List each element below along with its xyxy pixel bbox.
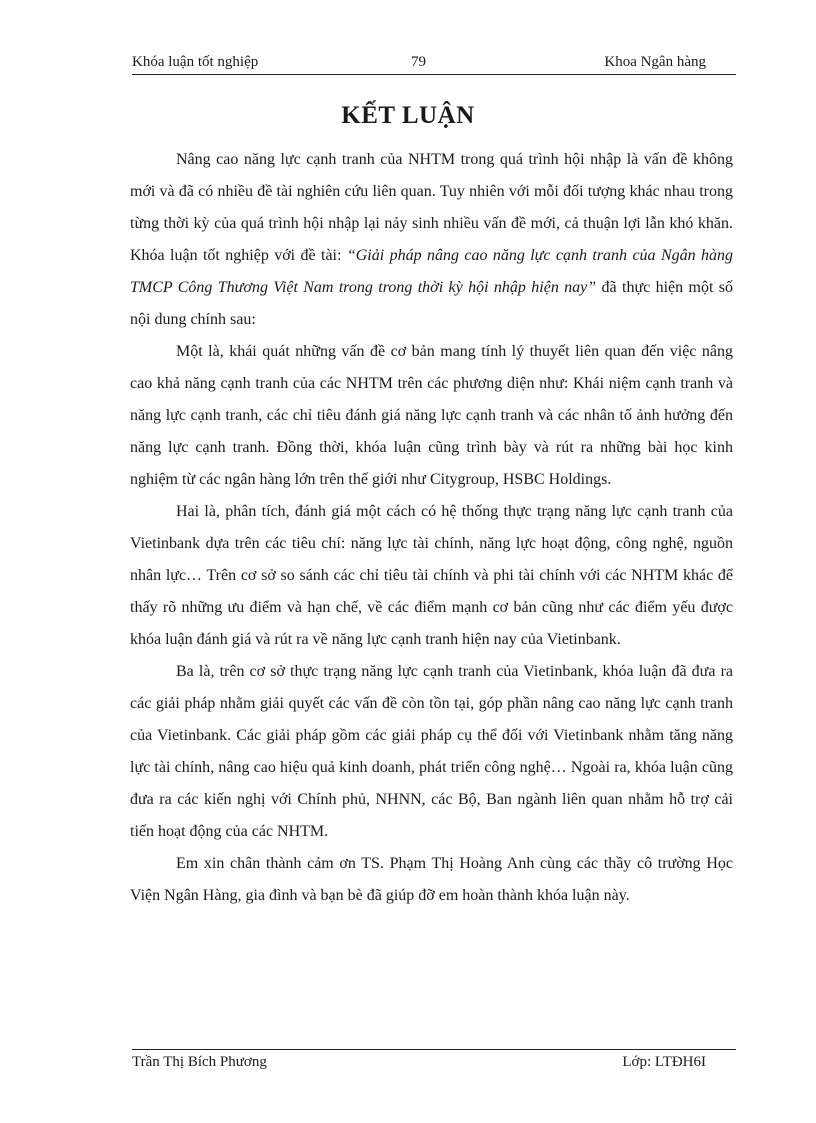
header-thesis-label: Khóa luận tốt nghiệp — [132, 54, 259, 70]
paragraph-intro — [130, 144, 733, 336]
paragraph-second-point: Hai là, phân tích, đánh giá một cách có hệ thống thực trạng năng lực cạnh tranh của Vietinbank dựa trên các tiêu chí: năng lực tài chính, năng lực hoạt động, công nghệ, nguồn nhân lực… Trên cơ sở so sánh các chỉ tiêu tài chính và phi tài chính với các NHTM khác để thấy rõ những ưu điểm và hạn chế, về các điểm mạnh cơ bản cũng như các điểm yếu được khóa luận đánh giá và rút ra về năng lực cạnh tranh hiện nay của Vietinbank. — [130, 503, 733, 648]
document-body — [130, 144, 733, 912]
class-label: Lớp: LTĐH6I — [622, 1054, 706, 1070]
paragraph-first-point: Một là, khái quát những vấn đề cơ bản mang tính lý thuyết liên quan đến việc nâng cao khả năng cạnh tranh của các NHTM trên các phương diện như: Khái niệm cạnh tranh và năng lực cạnh tranh, các chỉ tiêu đánh giá năng lực cạnh tranh và các nhân tố ảnh hưởng đến năng lực cạnh tranh. Đồng thời, khóa luận cũng trình bày và rút ra những bài học kinh nghiệm từ các ngân hàng lớn trên thế giới như Citygroup, HSBC Holdings. — [130, 343, 733, 488]
thesis-topic: “Giải pháp nâng cao năng lực cạnh tranh của Ngân hàng TMCP Công Thương Việt Nam trong trong thời kỳ hội nhập hiện nay” — [130, 247, 733, 296]
page-title: KẾT LUẬN — [341, 102, 475, 129]
page-number: 79 — [411, 54, 426, 70]
paragraph-intro-start: Nâng cao năng lực cạnh tranh của NHTM trong quá trình hội nhập là vấn đề không mới và đã có nhiều đề tài nghiên cứu liên quan. Tuy nhiên với mỗi đối tượng khác nhau trong từng thời kỳ của quá trình hội nhập lại nảy sinh nhiều vấn đề mới, cả thuận lợi lẫn khó khăn. Khóa luận tốt nghiệp với đề tài: — [130, 151, 733, 264]
author-name: Trần Thị Bích Phương — [132, 1054, 267, 1070]
paragraph-intro-end: đã thực hiện một số nội dung chính sau: — [130, 279, 733, 328]
paragraph-third-point: Ba là, trên cơ sở thực trạng năng lực cạnh tranh của Vietinbank, khóa luận đã đưa ra các giải pháp nhằm giải quyết các vấn đề còn tồn tại, góp phần nâng cao năng lực cạnh tranh của Vietinbank. Các giải pháp gồm các giải pháp cụ thể đối với Vietinbank nhằm tăng năng lực tài chính, nâng cao hiệu quả kinh doanh, phát triển công nghệ… Ngoài ra, khóa luận cũng đưa ra các kiến nghị với Chính phủ, NHNN, các Bộ, Ban ngành liên quan nhằm hỗ trợ cải tiến hoạt động của các NHTM. — [130, 663, 733, 840]
paragraph-acknowledgement: Em xin chân thành cảm ơn TS. Phạm Thị Hoàng Anh cùng các thầy cô trường Học Viện Ngân Hàng, gia đình và bạn bè đã giúp đỡ em hoàn thành khóa luận này. — [130, 855, 733, 904]
header-faculty-label: Khoa Ngân hàng — [604, 54, 706, 70]
page-header — [132, 54, 736, 75]
page-footer — [132, 1049, 736, 1074]
